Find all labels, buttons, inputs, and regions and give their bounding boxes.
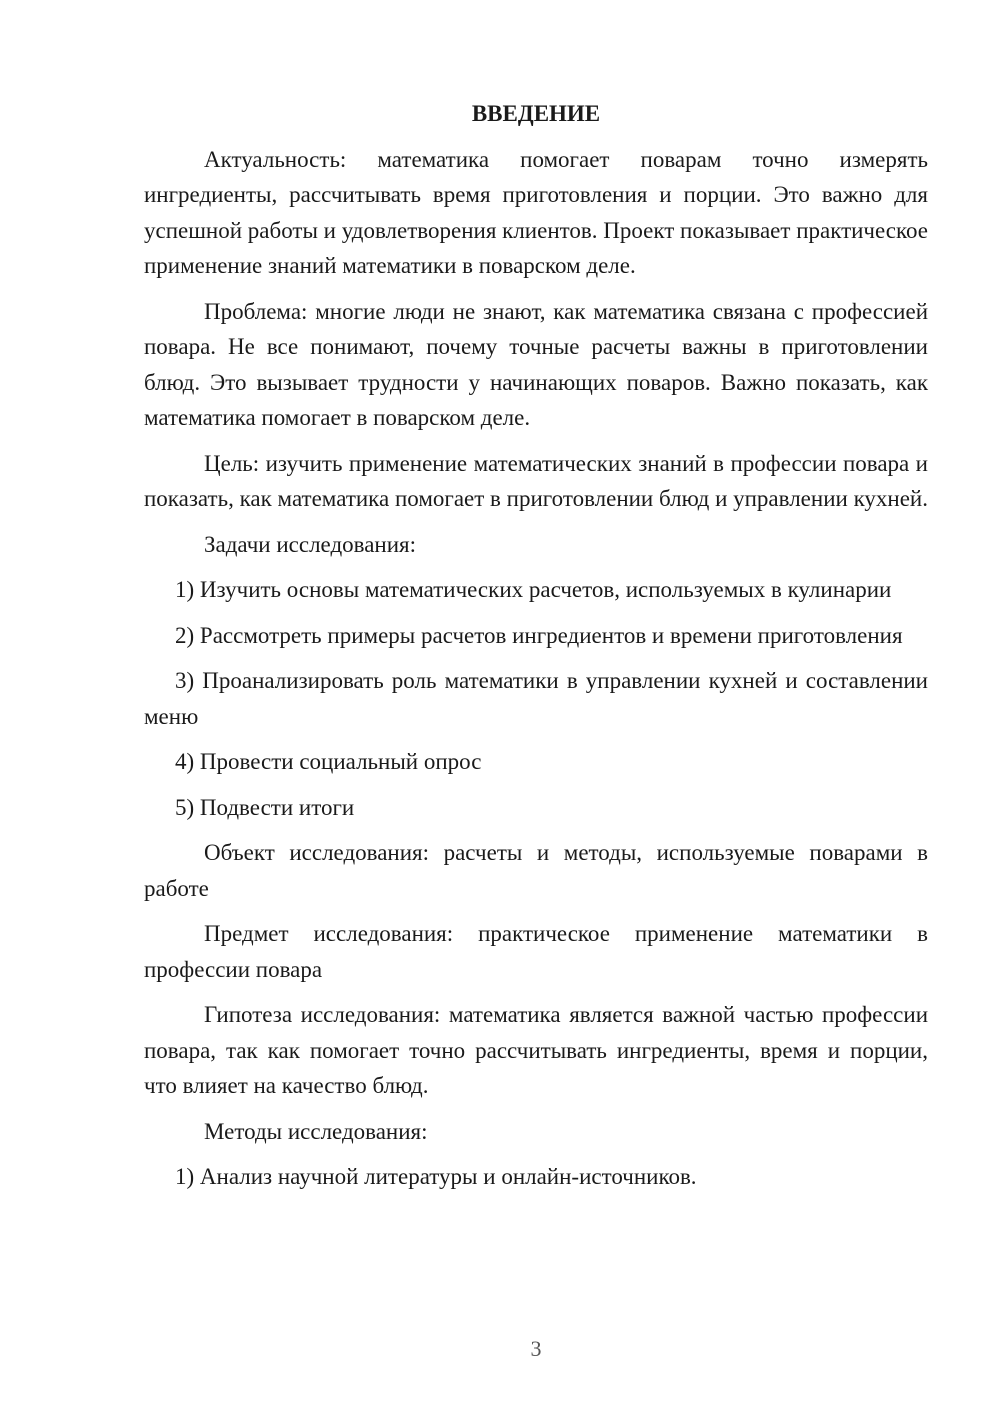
paragraph-subject: Предмет исследования: практическое применение математики в профессии повара: [144, 921, 928, 982]
task-item-1: 1) Изучить основы математических расчетов, используемых в кулинарии: [175, 577, 892, 602]
page-number: 3: [530, 1336, 542, 1361]
task-item-5: 5) Подвести итоги: [175, 794, 355, 820]
paragraph-relevance: Актуальность: математика помогает поварам точно измерять ингредиенты, рассчитывать время приготовления и порции. Это важно для успешной работы и удовлетворения клиентов. Проект показывает практическое применение знаний математики в поварском деле.: [144, 146, 928, 278]
tasks-title: Задачи исследования:: [204, 531, 417, 557]
paragraph-problem: Проблема: многие люди не знают, как математика связана с профессией повара. Не все понимают, почему точные расчеты важны в приготовлении блюд. Это вызывает трудности у начинающих поваров. Важно показать, как математика помогает в поварском деле.: [144, 298, 928, 430]
paragraph-object: Объект исследования: расчеты и методы, используемые поварами в работе: [144, 840, 928, 901]
paragraph-goal: Цель: изучить применение математических знаний в профессии повара и показать, как математика помогает в приготовлении блюд и управлении кухней.: [144, 450, 928, 511]
document-body: [144, 96, 928, 1205]
method-item-1: 1) Анализ научной литературы и онлайн-источников.: [175, 1164, 697, 1189]
paragraph-hypothesis: Гипотеза исследования: математика является важной частью профессии повара, так как помогает точно рассчитывать ингредиенты, время и порции, что влияет на качество блюд.: [144, 1002, 928, 1098]
task-item-4: 4) Провести социальный опрос: [175, 749, 482, 774]
methods-title: Методы исследования:: [204, 1118, 428, 1144]
section-heading: ВВЕДЕНИЕ: [471, 101, 601, 126]
task-item-3: 3) Проанализировать роль математики в управлении кухней и составлении меню: [144, 668, 928, 729]
task-item-2: 2) Рассмотреть примеры расчетов ингредиентов и времени приготовления: [175, 622, 903, 648]
